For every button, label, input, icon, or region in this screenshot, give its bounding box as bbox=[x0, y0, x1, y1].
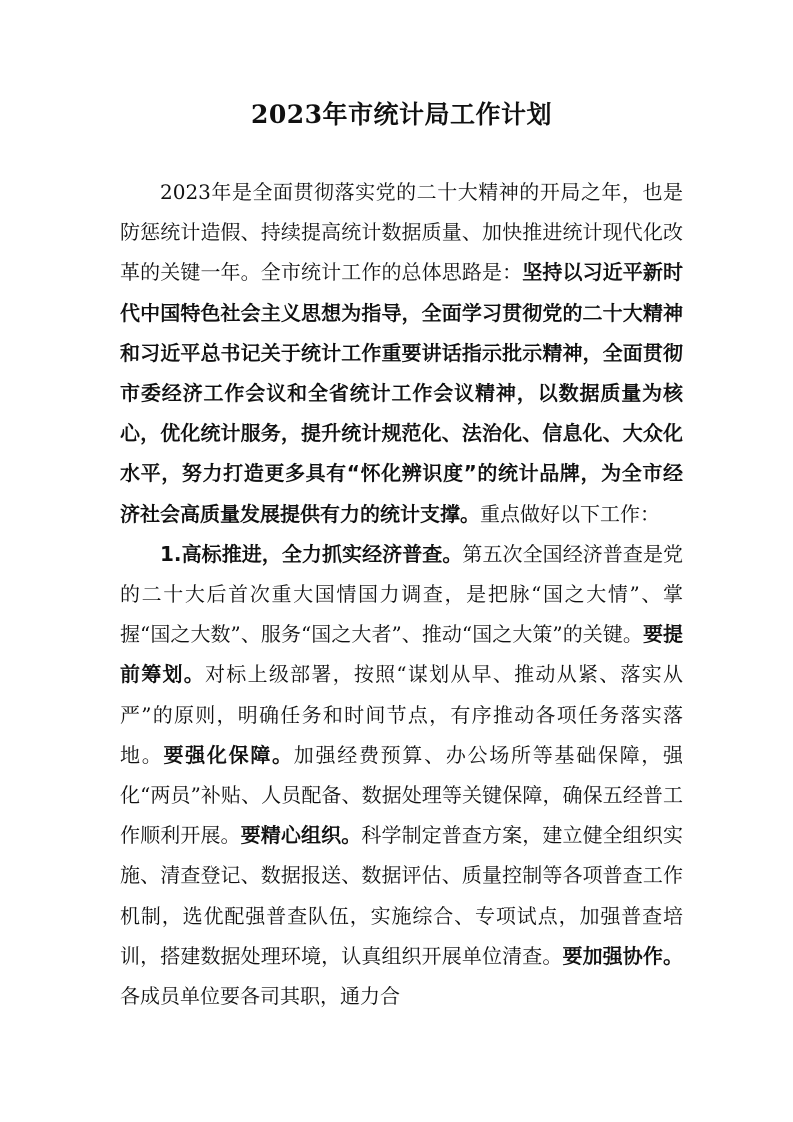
intro-text-1: 2023年是全面贯彻落实党的二十大精神的开局之年，也是防惩统计造假、持续提高统计数据质量、加快推进统计现代化改革的关键一年。全市统计工作的总体思路是： bbox=[120, 180, 683, 285]
section-1-point-organize-carefully: 要精心组织。 bbox=[240, 823, 362, 848]
document-title: 2023年市统计局工作计划 bbox=[250, 100, 553, 129]
section-1-point-plan-ahead: 要提前筹划。 bbox=[120, 622, 683, 687]
intro-guiding-principle: 坚持以习近平新时代中国特色社会主义思想为指导，全面学习贯彻党的二十大精神和习近平总书记关于统计工作重要讲话指示批示精神，全面贯彻市委经济工作会议和全省统计工作会议精神，以数据质量为核心，优化统计服务，提升统计规范化、法治化、信息化、大众化水平，努力打造更多具有“怀化辨识度”的统计品牌，为全市经济社会高质量发展提供有力的统计支撑。 bbox=[120, 260, 684, 526]
section-1-heading: 1.高标推进，全力抓实经济普查。 bbox=[160, 541, 463, 566]
section-1-paragraph bbox=[120, 534, 683, 1016]
section-1-text-1: 第五次全国经济普查是党的二十大后首次重大国情国力调查，是把脉“国之大情”、掌握“国之大数”、服务“国之大者”、推动“国之大策”的关键。 bbox=[120, 541, 683, 647]
section-1-text-4: 科学制定普查方案，建立健全组织实施、清查登记、数据报送、数据评估、质量控制等各项普查工作机制，选优配强普查队伍，实施综合、专项试点，加强普查培训，搭建数据处理环境，认真组织开展单位清查。 bbox=[120, 823, 684, 968]
section-1-point-strengthen-cooperation: 要加强协作。 bbox=[562, 943, 684, 968]
section-1-text-3: 加强经费预算、办公场所等基础保障，强化“两员”补贴、人员配备、数据处理等关键保障，确保五经普工作顺利开展。 bbox=[120, 742, 684, 848]
section-1-text-2: 对标上级部署，按照“谋划从早、推动从紧、落实从严”的原则，明确任务和时间节点，有序推动各项任务落实落地。 bbox=[120, 662, 683, 767]
section-1-point-strengthen-support: 要强化保障。 bbox=[163, 742, 294, 767]
intro-text-2: 重点做好以下工作： bbox=[480, 501, 660, 526]
intro-paragraph bbox=[120, 172, 683, 534]
section-1-text-5: 各成员单位要各司其职，通力合 bbox=[120, 984, 400, 1009]
